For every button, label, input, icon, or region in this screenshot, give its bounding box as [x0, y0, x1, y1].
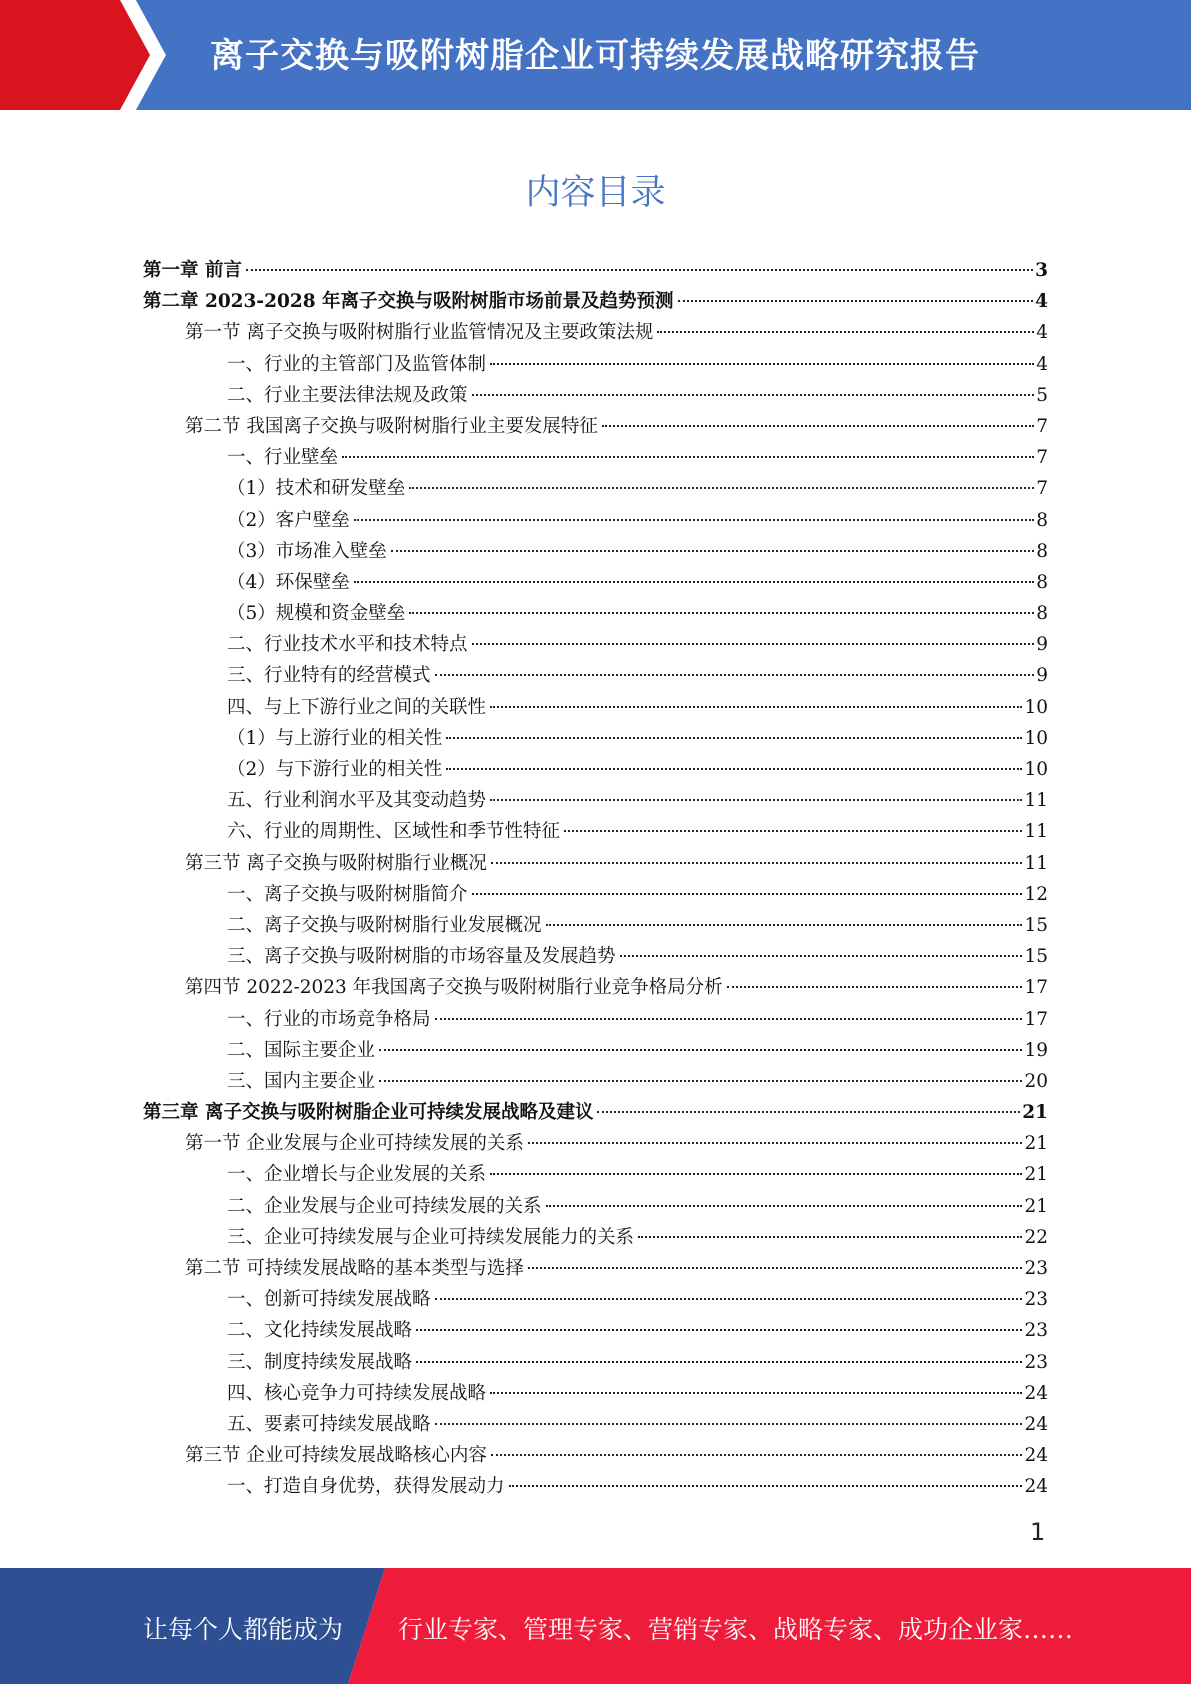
toc-dot-leader: [727, 986, 1023, 988]
toc-entry-title: 三、离子交换与吸附树脂的市场容量及发展趋势: [227, 946, 616, 968]
toc-entry[interactable]: [143, 1347, 1048, 1378]
toc-entry-page: 15: [1024, 946, 1048, 968]
toc-entry-page: 11: [1024, 790, 1048, 812]
toc-entry-title: 二、企业发展与企业可持续发展的关系: [227, 1195, 542, 1217]
toc-entry-title: 第二节 可持续发展战略的基本类型与选择: [185, 1258, 524, 1279]
toc-dot-leader: [435, 1423, 1023, 1425]
toc-entry[interactable]: [143, 442, 1048, 473]
toc-entry-page: 8: [1036, 540, 1048, 562]
toc-entry-page: 21: [1022, 1102, 1048, 1124]
toc-dot-leader: [546, 1205, 1023, 1207]
toc-dot-leader: [416, 1361, 1022, 1363]
toc-entry-title: 五、要素可持续发展战略: [227, 1413, 431, 1435]
toc-entry-title: 一、创新可持续发展战略: [227, 1289, 431, 1311]
toc-entry[interactable]: [143, 286, 1048, 317]
toc-entry-title: （1）技术和研发壁垒: [227, 478, 406, 500]
toc-entry-page: 10: [1024, 696, 1048, 718]
toc-entry[interactable]: [143, 660, 1048, 691]
toc-dot-leader: [391, 550, 1034, 552]
toc-entry[interactable]: [143, 1440, 1048, 1471]
toc-entry[interactable]: [143, 629, 1048, 660]
toc-dot-leader: [379, 1080, 1022, 1082]
toc-dot-leader: [620, 955, 1023, 957]
toc-entry-page: 22: [1024, 1226, 1048, 1248]
toc-entry[interactable]: [143, 1222, 1048, 1253]
toc-entry[interactable]: [143, 505, 1048, 536]
toc-entry[interactable]: [143, 536, 1048, 567]
toc-entry-page: 9: [1036, 665, 1048, 687]
toc-entry-title: 一、行业壁垒: [227, 447, 339, 469]
toc-entry-page: 4: [1035, 291, 1048, 313]
toc-entry-page: 10: [1024, 759, 1048, 780]
report-title: 离子交换与吸附树脂企业可持续发展战略研究报告: [210, 36, 980, 76]
toc-entry-page: 10: [1024, 727, 1048, 749]
toc-entry-title: 三、制度持续发展战略: [227, 1351, 413, 1373]
toc-dot-leader: [472, 893, 1023, 895]
toc-dot-leader: [409, 487, 1034, 489]
toc-entry-title: 一、离子交换与吸附树脂简介: [227, 883, 468, 905]
toc-entry-page: 4: [1036, 353, 1048, 375]
toc-entry[interactable]: [143, 349, 1048, 380]
toc-entry[interactable]: [143, 879, 1048, 910]
toc-entry-page: 7: [1036, 415, 1048, 437]
toc-entry[interactable]: [143, 785, 1048, 816]
toc-entry-title: 第三章 离子交换与吸附树脂企业可持续发展战略及建议: [143, 1102, 594, 1124]
table-of-contents: [143, 255, 1048, 1503]
toc-entry-page: 12: [1024, 883, 1048, 905]
toc-entry-title: 第三节 离子交换与吸附树脂行业概况: [185, 852, 487, 874]
toc-entry-title: 一、行业的市场竞争格局: [227, 1008, 431, 1030]
toc-entry-page: 11: [1024, 821, 1048, 843]
toc-entry[interactable]: [143, 1253, 1048, 1284]
toc-entry-title: （3）市场准入壁垒: [227, 540, 387, 562]
toc-dot-leader: [564, 830, 1022, 832]
toc-entry-title: 二、行业技术水平和技术特点: [227, 634, 468, 656]
toc-dot-leader: [354, 581, 1034, 583]
toc-entry-page: 24: [1024, 1476, 1048, 1498]
toc-entry-page: 8: [1036, 571, 1048, 593]
toc-entry-title: 第三节 企业可持续发展战略核心内容: [185, 1445, 487, 1467]
toc-dot-leader: [446, 768, 1022, 770]
toc-entry[interactable]: [143, 941, 1048, 972]
toc-dot-leader: [546, 924, 1023, 926]
toc-entry[interactable]: [143, 473, 1048, 504]
toc-dot-leader: [446, 737, 1022, 739]
toc-entry-title: 六、行业的周期性、区域性和季节性特征: [227, 821, 561, 843]
toc-entry[interactable]: [143, 1284, 1048, 1315]
toc-entry-page: 23: [1024, 1289, 1048, 1311]
toc-entry-title: （1）与上游行业的相关性: [227, 727, 443, 749]
toc-dot-leader: [490, 363, 1034, 365]
toc-entry[interactable]: [143, 1191, 1048, 1222]
toc-dot-leader: [638, 1236, 1022, 1238]
toc-entry-page: 20: [1024, 1070, 1048, 1092]
toc-dot-leader: [472, 394, 1035, 396]
toc-dot-leader: [490, 706, 1022, 708]
toc-dot-leader: [416, 1329, 1022, 1331]
toc-entry-title: 一、企业增长与企业发展的关系: [227, 1164, 487, 1186]
toc-dot-leader: [491, 862, 1023, 864]
toc-entry[interactable]: [143, 1378, 1048, 1409]
toc-dot-leader: [490, 1173, 1022, 1175]
toc-entry-title: （2）客户壁垒: [227, 509, 350, 531]
footer-slogan-right: 行业专家、管理专家、营销专家、战略专家、成功企业家……: [398, 1615, 1074, 1644]
toc-dot-leader: [490, 799, 1022, 801]
toc-entry-page: 11: [1024, 852, 1048, 874]
toc-dot-leader: [379, 1049, 1022, 1051]
toc-entry-title: 二、文化持续发展战略: [227, 1320, 413, 1342]
toc-dot-leader: [509, 1485, 1023, 1487]
toc-entry-page: 21: [1024, 1133, 1048, 1155]
toc-dot-leader: [472, 643, 1035, 645]
toc-dot-leader: [528, 1267, 1023, 1269]
toc-entry[interactable]: [143, 910, 1048, 941]
toc-entry[interactable]: [143, 598, 1048, 629]
toc-entry-title: 二、离子交换与吸附树脂行业发展概况: [227, 914, 542, 936]
toc-dot-leader: [354, 519, 1034, 521]
toc-entry-title: 第二节 我国离子交换与吸附树脂行业主要发展特征: [185, 415, 598, 437]
toc-entry-page: 15: [1024, 914, 1048, 936]
toc-entry[interactable]: [143, 1471, 1048, 1502]
toc-entry-page: 7: [1036, 447, 1048, 469]
toc-dot-leader: [597, 1111, 1020, 1113]
toc-entry[interactable]: [143, 1004, 1048, 1035]
toc-entry-title: 第四节 2022-2023 年我国离子交换与吸附树脂行业竞争格局分析: [185, 977, 723, 999]
toc-entry-page: 24: [1024, 1413, 1048, 1435]
toc-entry-page: 8: [1036, 603, 1048, 625]
toc-entry-page: 23: [1024, 1258, 1048, 1279]
header-banner: [0, 0, 1191, 110]
toc-entry[interactable]: [143, 754, 1048, 785]
toc-entry-page: 21: [1024, 1164, 1048, 1186]
toc-entry-title: 第二章 2023-2028 年离子交换与吸附树脂市场前景及趋势预测: [143, 291, 674, 313]
toc-entry[interactable]: [143, 1159, 1048, 1190]
toc-entry[interactable]: [143, 1315, 1048, 1346]
toc-entry-page: 5: [1036, 384, 1048, 406]
toc-entry[interactable]: [143, 1035, 1048, 1066]
toc-dot-leader: [435, 674, 1035, 676]
toc-dot-leader: [246, 269, 1033, 271]
toc-entry-title: 第一节 离子交换与吸附树脂行业监管情况及主要政策法规: [185, 322, 654, 344]
toc-entry[interactable]: [143, 255, 1048, 286]
toc-entry[interactable]: [143, 1097, 1048, 1128]
toc-entry-title: 一、行业的主管部门及监管体制: [227, 353, 487, 375]
toc-dot-leader: [490, 1392, 1022, 1394]
footer-slogan-left: 让每个人都能成为: [143, 1615, 344, 1644]
toc-entry-title: 三、行业特有的经营模式: [227, 665, 431, 687]
toc-entry-title: 二、行业主要法律法规及政策: [227, 384, 468, 406]
toc-entry-title: （2）与下游行业的相关性: [227, 759, 443, 780]
toc-entry[interactable]: [143, 567, 1048, 598]
toc-entry-title: 四、与上下游行业之间的关联性: [227, 696, 487, 718]
toc-entry[interactable]: [143, 972, 1048, 1003]
toc-dot-leader: [435, 1018, 1023, 1020]
toc-entry-title: 五、行业利润水平及其变动趋势: [227, 790, 487, 812]
page-number: 1: [1030, 1518, 1046, 1546]
toc-entry-page: 19: [1024, 1039, 1048, 1061]
toc-entry[interactable]: [143, 1066, 1048, 1097]
toc-entry-title: （5）规模和资金壁垒: [227, 603, 406, 625]
toc-entry-title: （4）环保壁垒: [227, 571, 350, 593]
toc-entry[interactable]: [143, 411, 1048, 442]
toc-entry-page: 23: [1024, 1351, 1048, 1373]
toc-entry-title: 第一章 前言: [143, 260, 242, 281]
toc-entry-page: 23: [1024, 1320, 1048, 1342]
toc-dot-leader: [491, 1454, 1023, 1456]
toc-entry-page: 8: [1036, 509, 1048, 531]
toc-entry-title: 二、国际主要企业: [227, 1039, 376, 1061]
toc-dot-leader: [342, 456, 1034, 458]
toc-entry[interactable]: [143, 1409, 1048, 1440]
toc-entry[interactable]: [143, 317, 1048, 348]
toc-entry-page: 3: [1035, 260, 1048, 281]
toc-entry-page: 17: [1024, 977, 1048, 999]
toc-entry-page: 17: [1024, 1008, 1048, 1030]
toc-dot-leader: [678, 300, 1034, 302]
toc-entry-page: 9: [1036, 634, 1048, 656]
toc-entry[interactable]: [143, 848, 1048, 879]
toc-entry-page: 4: [1036, 322, 1048, 344]
toc-dot-leader: [602, 425, 1034, 427]
toc-dot-leader: [435, 1298, 1023, 1300]
toc-entry-page: 24: [1024, 1445, 1048, 1467]
toc-entry-title: 三、国内主要企业: [227, 1070, 376, 1092]
toc-entry-page: 24: [1024, 1382, 1048, 1404]
toc-entry-title: 第一节 企业发展与企业可持续发展的关系: [185, 1133, 524, 1155]
toc-entry[interactable]: [143, 1128, 1048, 1159]
toc-entry[interactable]: [143, 692, 1048, 723]
toc-entry-title: 三、企业可持续发展与企业可持续发展能力的关系: [227, 1226, 635, 1248]
toc-entry[interactable]: [143, 816, 1048, 847]
toc-heading: 内容目录: [525, 173, 666, 213]
footer-banner: [0, 1568, 1191, 1684]
toc-entry-page: 21: [1024, 1195, 1048, 1217]
toc-entry-title: 一、打造自身优势，获得发展动力: [227, 1476, 505, 1498]
toc-dot-leader: [528, 1142, 1023, 1144]
toc-dot-leader: [657, 331, 1034, 333]
toc-entry[interactable]: [143, 380, 1048, 411]
toc-dot-leader: [409, 612, 1034, 614]
toc-entry[interactable]: [143, 723, 1048, 754]
toc-entry-page: 7: [1036, 478, 1048, 500]
toc-entry-title: 四、核心竞争力可持续发展战略: [227, 1382, 487, 1404]
